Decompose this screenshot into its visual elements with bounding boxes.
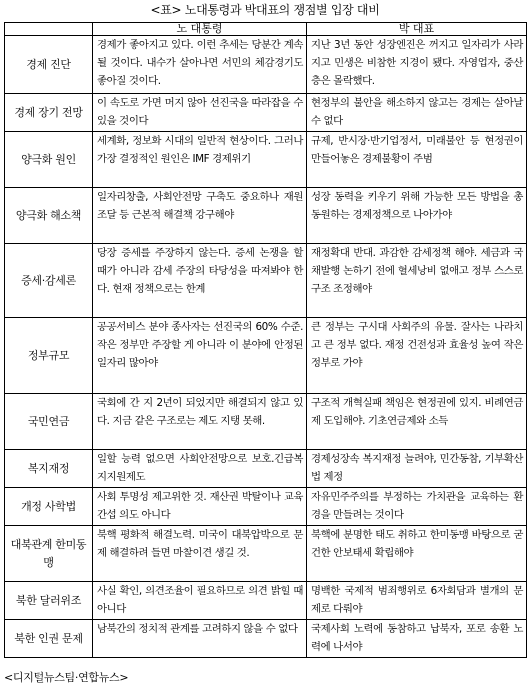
park-position-cell: 현정부의 불안을 해소하지 않고는 경제는 살아날 수 없다 xyxy=(307,94,527,132)
topic-cell: 양극화 해소책 xyxy=(5,188,93,244)
park-position-cell: 경제성장속 복지재정 늘려야, 민간동참, 기부확산법 제정 xyxy=(307,450,527,488)
table-row xyxy=(5,620,527,658)
table-row xyxy=(5,244,527,318)
topic-cell: 개정 사학법 xyxy=(5,488,93,526)
topic-cell: 경제 장기 전망 xyxy=(5,94,93,132)
roh-position-cell: 사회 투명성 제고위한 것. 재산권 박탈이나 교육 간섭 의도 아니다 xyxy=(93,488,307,526)
comparison-table xyxy=(4,22,527,658)
roh-position-cell: 북핵 평화적 해결노력. 미국이 대북압박으로 문제 해결하려 들면 마찰이견 생길 것. xyxy=(93,526,307,582)
table-row xyxy=(5,94,527,132)
park-position-cell: 명백한 국제적 범죄행위로 6자회담과 별개의 문제로 다뤄야 xyxy=(307,582,527,620)
park-position-cell: 국제사회 노력에 동참하고 납북자, 포로 송환 노력에 나서야 xyxy=(307,620,527,658)
roh-position-cell: 세계화, 정보화 시대의 일반적 현상이다. 그러나 가장 결정적인 원인은 IMF 경제위기 xyxy=(93,132,307,188)
roh-position-cell: 이 속도로 가면 머지 않아 선진국을 따라잡을 수 있을 것이다 xyxy=(93,94,307,132)
topic-cell: 북한 인권 문제 xyxy=(5,620,93,658)
table-row xyxy=(5,526,527,582)
topic-cell: 대북관계 한미동맹 xyxy=(5,526,93,582)
table-row xyxy=(5,36,527,94)
table-row xyxy=(5,488,527,526)
park-position-cell: 자유민주주의를 부정하는 가치관을 교육하는 환경을 만들려는 것이다 xyxy=(307,488,527,526)
roh-column-header: 노 대통령 xyxy=(93,23,307,36)
roh-position-cell: 일할 능력 없으면 사회안전망으로 보호.긴급복지지원제도 xyxy=(93,450,307,488)
park-position-cell: 지난 3년 동안 성장엔진은 꺼지고 일자리가 사라지고 민생은 비참한 지경이 됐다. 자영업자, 중산층은 몰락했다. xyxy=(307,36,527,94)
park-column-header: 박 대표 xyxy=(307,23,527,36)
park-position-cell: 성장 동력을 키우기 위해 가능한 모든 방법을 총동원하는 경제정책으로 나아가야 xyxy=(307,188,527,244)
topic-cell: 복지재정 xyxy=(5,450,93,488)
topic-cell: 정부규모 xyxy=(5,318,93,394)
topic-cell: 증세·감세론 xyxy=(5,244,93,318)
table-row xyxy=(5,318,527,394)
park-position-cell: 규제, 반시장·반기업정서, 미래불안 등 현정권이 만들어놓은 경제불황이 주범 xyxy=(307,132,527,188)
park-position-cell: 큰 정부는 구시대 사회주의 유물. 잘사는 나라치고 큰 정부 없다. 재정 건전성과 효율성 높여 작은 정부로 가야 xyxy=(307,318,527,394)
topic-cell: 경제 진단 xyxy=(5,36,93,94)
source-credit: <디지털뉴스팀·연합뉴스> xyxy=(4,671,129,684)
roh-position-cell: 경제가 좋아지고 있다. 이런 추세는 당분간 계속될 것이다. 내수가 살아나면 서민의 체감경기도 좋아질 것이다. xyxy=(93,36,307,94)
topic-column-header xyxy=(5,23,93,36)
topic-cell: 북한 달러위조 xyxy=(5,582,93,620)
roh-position-cell: 남북간의 정치적 관계를 고려하지 않을 수 없다 xyxy=(93,620,307,658)
roh-position-cell: 사실 확인, 의견조율이 필요하므로 의견 밝힐 때 아니다 xyxy=(93,582,307,620)
roh-position-cell: 국회에 간 지 2년이 되었지만 해결되지 않고 있다. 지금 같은 구조로는 제도 지탱 못해. xyxy=(93,394,307,450)
table-row xyxy=(5,450,527,488)
park-position-cell: 재정확대 반대. 과감한 감세정책 해야. 세금과 국채발행 논하기 전에 혈세낭비 없애고 정부 스스로 구조 조정해야 xyxy=(307,244,527,318)
park-position-cell: 구조적 개혁실패 책임은 현정권에 있지. 비례연금제 도입해야. 기초연금제와 소득 xyxy=(307,394,527,450)
roh-position-cell: 일자리창출, 사회안전망 구축도 중요하나 재원조달 등 근본적 해결책 강구해야 xyxy=(93,188,307,244)
table-row xyxy=(5,394,527,450)
roh-position-cell: 당장 증세를 주장하지 않는다. 증세 논쟁을 할 때가 아니라 감세 주장의 타당성을 따져봐야 한다. 현재 정책으로는 한계 xyxy=(93,244,307,318)
topic-cell: 양극화 원인 xyxy=(5,132,93,188)
table-row xyxy=(5,188,527,244)
table-caption: <표> 노대통령과 박대표의 쟁점별 입장 대비 xyxy=(150,3,380,17)
header-row xyxy=(5,23,527,36)
topic-cell: 국민연금 xyxy=(5,394,93,450)
table-row xyxy=(5,132,527,188)
roh-position-cell: 공공서비스 분야 종사자는 선진국의 60% 수준. 작은 정부만 주장할 게 아니라 이 분야에 안정된 일자리 많아야 xyxy=(93,318,307,394)
table-row xyxy=(5,582,527,620)
park-position-cell: 북핵에 분명한 태도 취하고 한미동맹 바탕으로 굳건한 안보태세 확립해야 xyxy=(307,526,527,582)
